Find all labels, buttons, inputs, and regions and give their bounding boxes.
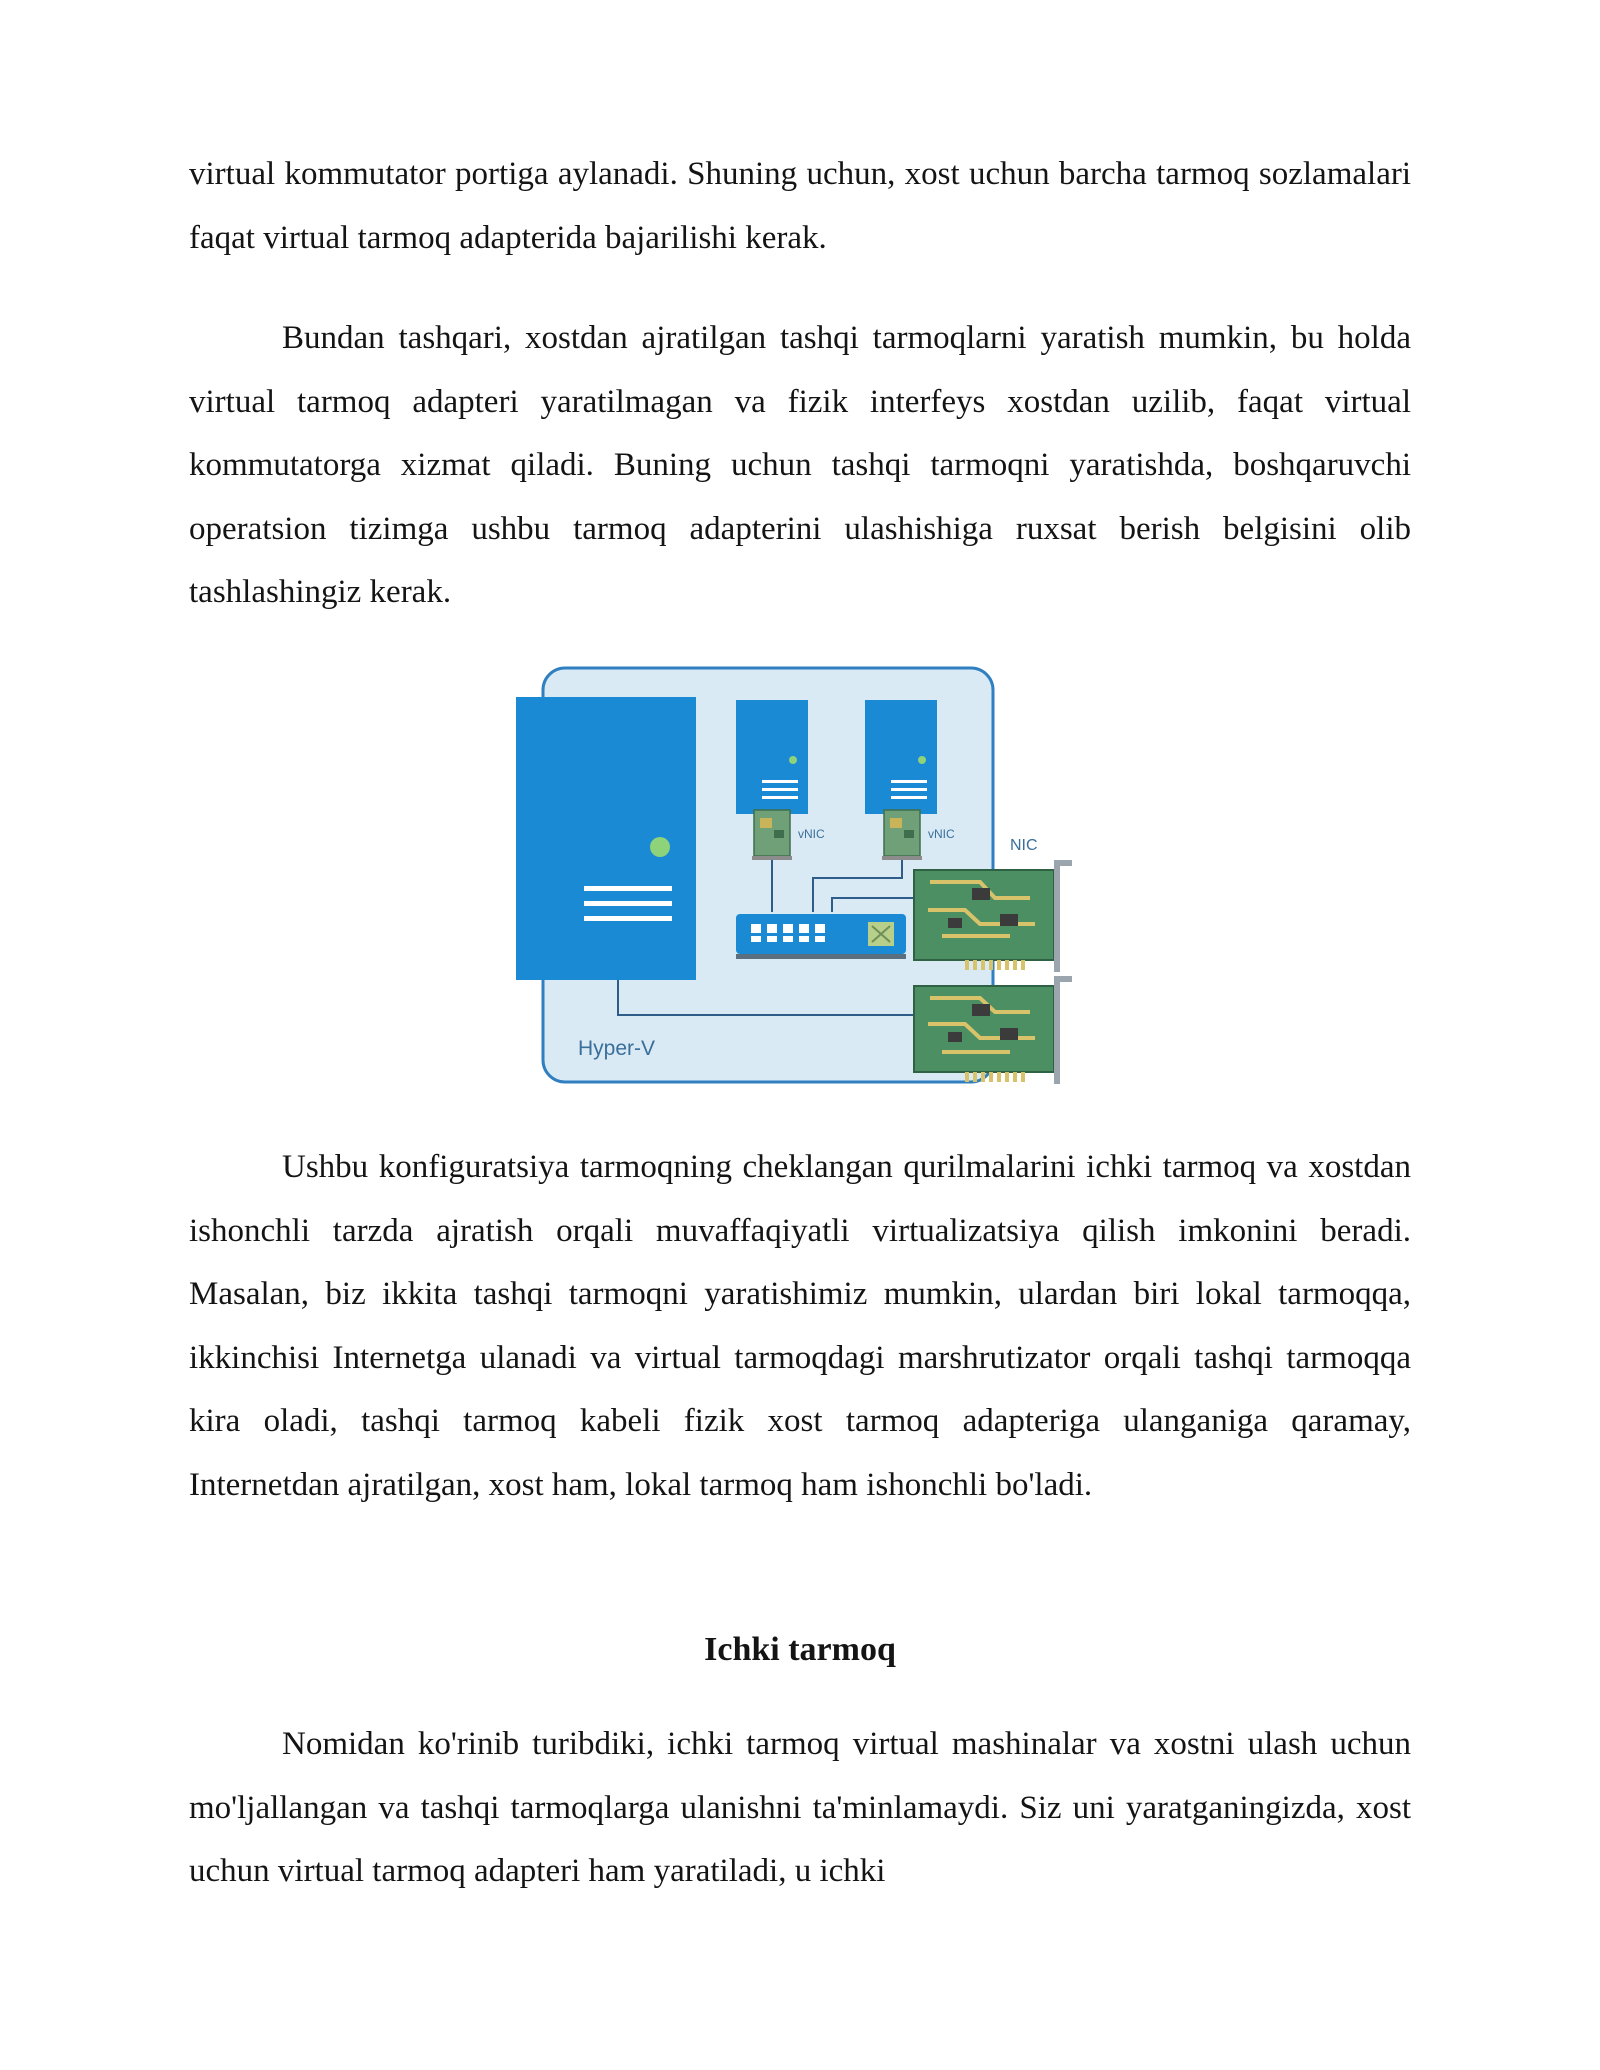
vm-server-icon [865, 700, 937, 814]
hyper-v-label: Hyper-V [578, 1037, 656, 1060]
paragraph-1: virtual kommutator portiga aylanadi. Shuning uchun, xost uchun barcha tarmoq sozlamalari faqat virtual tarmoq adapterida bajarilishi kerak. [189, 156, 1411, 256]
host-server-icon [516, 697, 696, 980]
nic-label: NIC [1010, 837, 1038, 854]
paragraph-4: Nomidan ko'rinib turibdiki, ichki tarmoq virtual mashinalar va xostni ulash uchun mo'ljallangan va tashqi tarmoqlarga ulanishni ta'minlamaydi. Siz uni yaratganingizda, xost uchun virtual tarmoq adapteri ham yaratiladi, u ichki [189, 1726, 1411, 1889]
physical-nic-card-icon [914, 976, 1072, 1084]
vnic-card-icon [882, 810, 922, 860]
vnic-card-icon [752, 810, 792, 860]
hyper-v-external-network-diagram [510, 660, 1080, 1092]
physical-nic-card-icon [914, 860, 1072, 972]
paragraph-3: Ushbu konfiguratsiya tarmoqning cheklangan qurilmalarini ichki tarmoq va xostdan ishonchli tarzda ajratish orqali muvaffaqiyatli virtualizatsiya qilish imkonini beradi. Masalan, biz ikkita tashqi tarmoqni yaratishimiz mumkin, ulardan biri lokal tarmoqqa, ikkinchisi Internetga ulanadi va virtual tarmoqdagi marshrutizator orqali tashqi tarmoqqa kira oladi, tashqi tarmoq kabeli fizik xost tarmoq adapteriga ulanganiga qaramay, Internetdan ajratilgan, xost ham, lokal tarmoq ham ishonchli bo'ladi. [189, 1149, 1411, 1503]
vnic-label: vNIC [928, 827, 955, 841]
vnic-label: vNIC [798, 827, 825, 841]
vm-server-icon [736, 700, 808, 814]
section-heading: Ichki tarmoq [704, 1631, 896, 1668]
virtual-switch-icon [736, 914, 906, 959]
paragraph-2: Bundan tashqari, xostdan ajratilgan tashqi tarmoqlarni yaratish mumkin, bu holda virtual tarmoq adapteri yaratilmagan va fizik interfeys xostdan uzilib, faqat virtual kommutatorga xizmat qiladi. Buning uchun tashqi tarmoqni yaratishda, boshqaruvchi operatsion tizimga ushbu tarmoq adapterini ulashishiga ruxsat berish belgisini olib tashlashingiz kerak. [189, 320, 1411, 610]
